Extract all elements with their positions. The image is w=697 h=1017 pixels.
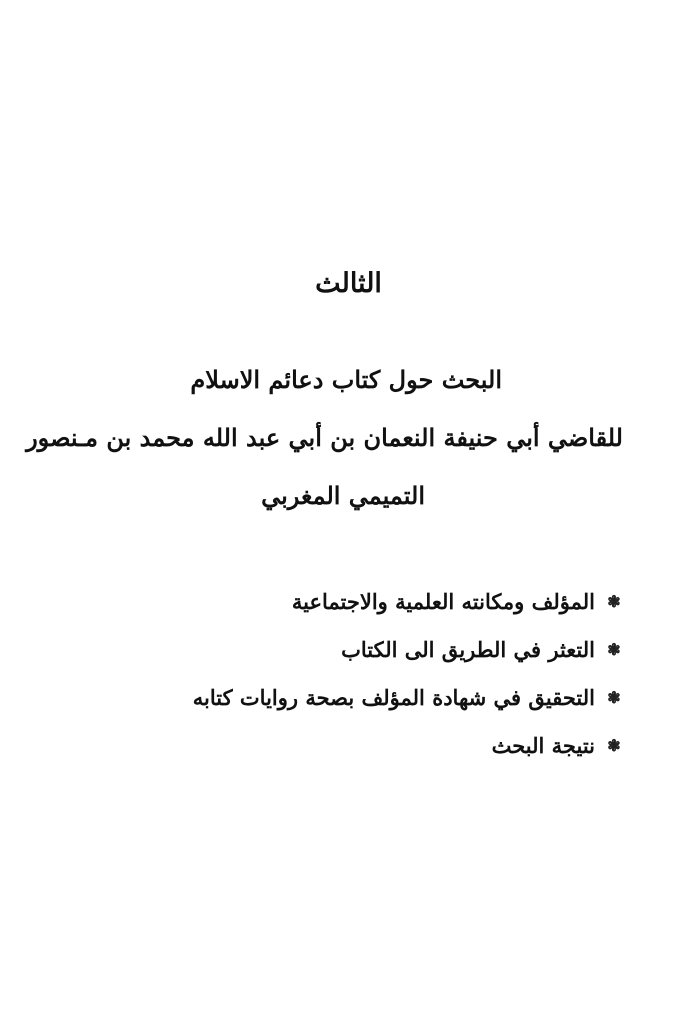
asterisk-bullet-icon: ❃ xyxy=(607,639,621,659)
list-item-text: التعثر في الطريق الى الكتاب xyxy=(341,636,595,662)
section-heading: الثالث xyxy=(315,268,382,299)
research-title-line-1: البحث حول كتاب دعائم الاسلام xyxy=(190,365,502,394)
list-item-text: التحقيق في شهادة المؤلف بصحة روايات كتابه xyxy=(192,684,595,710)
list-item-text: المؤلف ومكانته العلمية والاجتماعية xyxy=(291,588,595,614)
asterisk-bullet-icon: ❃ xyxy=(607,591,621,611)
list-item xyxy=(63,673,623,721)
list-item xyxy=(63,721,623,769)
list-item-text: نتيجة البحث xyxy=(491,732,595,758)
asterisk-bullet-icon: ❃ xyxy=(607,687,621,707)
research-title-line-3: التميمي المغربي xyxy=(261,481,425,510)
list-item xyxy=(63,625,623,673)
topics-list xyxy=(63,577,623,769)
asterisk-bullet-icon: ❃ xyxy=(607,735,621,755)
list-item xyxy=(63,577,623,625)
research-title-line-2: للقاضي أبي حنيفة النعمان بن أبي عبد الله محمد بن مـنصور xyxy=(26,423,623,452)
